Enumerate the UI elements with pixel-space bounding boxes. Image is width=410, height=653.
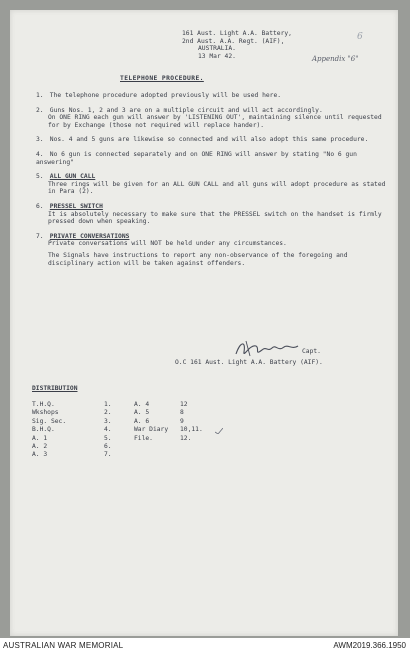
- distribution-cell: 5.: [104, 434, 112, 442]
- procedure-list: [36, 92, 386, 274]
- item-text: Private conversations will NOT be held under any circumstances.: [48, 240, 287, 248]
- item-number: 1.: [36, 92, 44, 99]
- footer-bar: [0, 638, 410, 653]
- list-item: [36, 203, 386, 226]
- distribution-row: [32, 409, 216, 417]
- distribution-table: [32, 401, 216, 460]
- distribution-cell: A. 1: [32, 434, 48, 442]
- distribution-cell: 9: [180, 417, 184, 425]
- item-number: 2.: [36, 106, 44, 114]
- footer-institution: AUSTRALIAN WAR MEMORIAL: [3, 641, 124, 650]
- distribution-cell: 1.: [104, 401, 112, 408]
- distribution-cell: A. 4: [134, 401, 150, 408]
- item-text: Guns Nos. 1, 2 and 3 are on a multiple circuit and will act accordingly.: [49, 106, 323, 114]
- distribution-cell: A. 2: [32, 442, 48, 450]
- distribution-cell: 10,11.: [180, 426, 203, 434]
- item-text: Nos. 4 and 5 guns are likewise so connected and will also adopt this same procedure.: [49, 136, 369, 144]
- distribution-row: [32, 426, 216, 434]
- distribution-cell: [134, 451, 180, 459]
- handwritten-signature: [232, 338, 302, 360]
- header-line: 161 Aust. Light A.A. Battery,: [182, 30, 292, 37]
- distribution-cell: War Diary: [134, 426, 169, 434]
- distribution-cell: 12: [180, 401, 188, 408]
- distribution-row: [32, 418, 216, 426]
- distribution-cell: File.: [134, 434, 153, 442]
- distribution-cell: [180, 443, 216, 451]
- distribution-cell: 8: [180, 409, 184, 417]
- list-item: [36, 92, 386, 100]
- distribution-cell: B.H.Q.: [32, 426, 55, 434]
- signature-title: O.C 161 Aust. Light A.A. Battery (AIF).: [175, 359, 323, 366]
- distribution-row: [32, 443, 216, 451]
- signature-rank: Capt.: [302, 348, 321, 355]
- distribution-cell: [134, 443, 180, 451]
- footer-accession-number: AWM2019.366.1950: [333, 641, 406, 650]
- distribution-cell: A. 6: [134, 417, 150, 425]
- distribution-row: [32, 435, 216, 443]
- distribution-cell: Wkshops: [32, 409, 59, 417]
- header-line: 2nd Aust. A.A. Regt. (AIF),: [182, 37, 285, 45]
- distribution-cell: 7.: [104, 451, 112, 459]
- distribution-title: DISTRIBUTION: [32, 385, 78, 392]
- corner-mark: 6: [357, 32, 363, 42]
- item-text-continued: The Signals have instructions to report any non-observance of the foregoing and disciplinary action will be taken against offenders.: [48, 251, 348, 267]
- tick-mark: [215, 428, 223, 434]
- item-text: It is absolutely necessary to make sure that the PRESSEL switch on the handset is firmly pressed down when speaking.: [48, 210, 382, 226]
- item-text-continued: On ONE RING each gun will answer by 'LISTENING OUT', maintaining silence until requested for by Exchange (those not required will replace hander).: [48, 114, 382, 129]
- distribution-cell: 3.: [104, 417, 112, 425]
- distribution-row: [32, 451, 216, 459]
- item-number: 6.: [36, 202, 44, 210]
- document-page: [10, 10, 398, 636]
- appendix-annotation: Appendix "6": [312, 55, 359, 63]
- item-number: 4.: [36, 150, 44, 158]
- item-number: 5.: [36, 173, 44, 181]
- list-item: [36, 233, 386, 267]
- item-text: No 6 gun is connected separately and on ONE RING will answer by stating "No 6 gun answering": [36, 150, 357, 166]
- item-heading: PRESSEL SWITCH: [49, 202, 103, 210]
- list-item: [36, 107, 386, 130]
- header-line: 13 Mar 42.: [198, 52, 236, 60]
- distribution-cell: [180, 451, 216, 459]
- distribution-cell: Sig. Sec.: [32, 417, 67, 425]
- item-number: 7.: [36, 232, 44, 240]
- header-line: AUSTRALIA.: [198, 45, 236, 53]
- list-item: [36, 151, 386, 166]
- distribution-cell: 12.: [180, 434, 192, 442]
- list-item: [36, 173, 386, 196]
- distribution-cell: T.H.Q.: [32, 401, 55, 408]
- distribution-cell: 6.: [104, 442, 112, 450]
- item-number: 3.: [36, 136, 44, 144]
- item-heading: ALL GUN CALL: [49, 173, 96, 181]
- distribution-cell: 2.: [104, 409, 112, 417]
- distribution-cell: A. 3: [32, 451, 48, 459]
- distribution-cell: 4.: [104, 426, 112, 434]
- list-item: [36, 136, 386, 144]
- item-text: Three rings will be given for an ALL GUN CALL and all guns will adopt procedure as stated in Para (2).: [48, 180, 386, 196]
- distribution-row: [32, 401, 216, 409]
- distribution-cell: A. 5: [134, 409, 150, 417]
- item-text: The telephone procedure adopted previously will be used here.: [49, 92, 282, 99]
- item-heading: PRIVATE CONVERSATIONS: [49, 232, 130, 240]
- document-title: TELEPHONE PROCEDURE.: [120, 75, 204, 82]
